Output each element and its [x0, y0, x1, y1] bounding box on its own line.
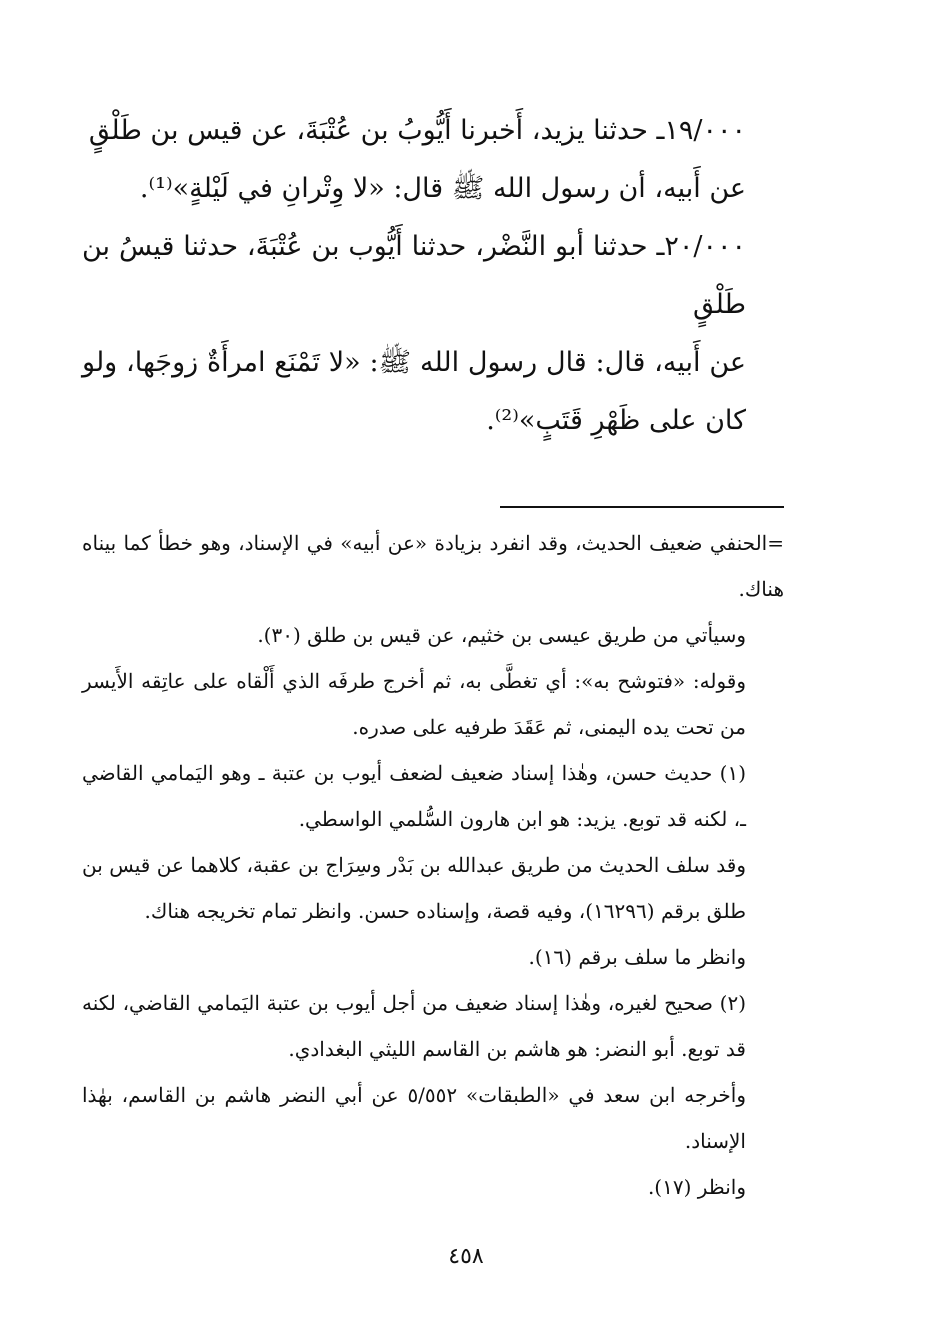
footnote-paragraph: وانظر (١٧).: [647, 1175, 746, 1199]
footnote-paragraph: وقوله: «فتوشح به»: أي تغطَّى به، ثم أخرج طرفَه الذي أَلْقاه على عاتِقه الأَيسر من تحت يده اليمنى، ثم عَقَدَ طرفيه على صدره.: [82, 669, 746, 739]
hadith-20-line-2: عن أَبيه، قال: قال رسول الله ﷺ: «لا تَمْنَع امرأَةٌ زوجَها، ولو كان على ظَهْرِ قَتَبٍ»⁽²⁾.: [82, 347, 746, 436]
hadith-20-line-1: ٢٠/٠٠٠ـ حدثنا أبو النَّضْر، حدثنا أَيُّوب بن عُتْبَةَ، حدثنا قيسُ بن طَلْقٍ: [82, 231, 746, 320]
footnote-paragraph: وانظر ما سلف برقم (١٦).: [528, 945, 746, 969]
footnote-2: (٢) صحيح لغيره، وهٰذا إسناد ضعيف من أجل أيوب بن عتبة اليَمامي القاضي، لكنه قد توبع. أبو النضر: هو هاشم بن القاسم الليثي البغدادي.: [82, 991, 746, 1061]
footnote-paragraph: وأخرجه ابن سعد في «الطبقات» ٥/٥٥٢ عن أبي النضر هاشم بن القاسم، بهٰذا الإسناد.: [82, 1083, 747, 1153]
hadith-19-line-1: ١٩/٠٠٠ـ حدثنا يزيد، أَخبرنا أَيُّوبُ بن عُتْبَةَ، عن قيس بن طَلْقٍ: [88, 115, 746, 146]
footnote-paragraph: وسيأتي من طريق عيسى بن خثيم، عن قيس بن طلق (٣٠).: [257, 623, 746, 647]
footnote-paragraph: وقد سلف الحديث من طريق عبدالله بن بَدْر وسِرَاج بن عقبة، كلاهما عن قيس بن طلق برقم (١٦٢٩٦)، وفيه قصة، وإسناده حسن. وانظر تمام تخريجه هناك.: [82, 853, 746, 923]
page-number: ٤٥٨: [448, 1244, 484, 1269]
footnote-continuation: =الحنفي ضعيف الحديث، وقد انفرد بزيادة «عن أبيه» في الإسناد، وهو خطأ كما بيناه هناك.: [82, 531, 784, 601]
footnote-separator: [500, 506, 784, 508]
footnotes: [82, 520, 784, 1210]
hadith-19-line-2: عن أَبيه، أن رسول الله ﷺ قال: «لا وِتْرانِ في لَيْلةٍ»⁽¹⁾.: [139, 173, 746, 204]
main-text: [82, 102, 784, 450]
footnote-1: (١) حديث حسن، وهٰذا إسناد ضعيف لضعف أيوب بن عتبة ـ وهو اليَمامي القاضي ـ، لكنه قد توبع. يزيد: هو ابن هارون السُّلمي الواسطي.: [82, 761, 746, 831]
